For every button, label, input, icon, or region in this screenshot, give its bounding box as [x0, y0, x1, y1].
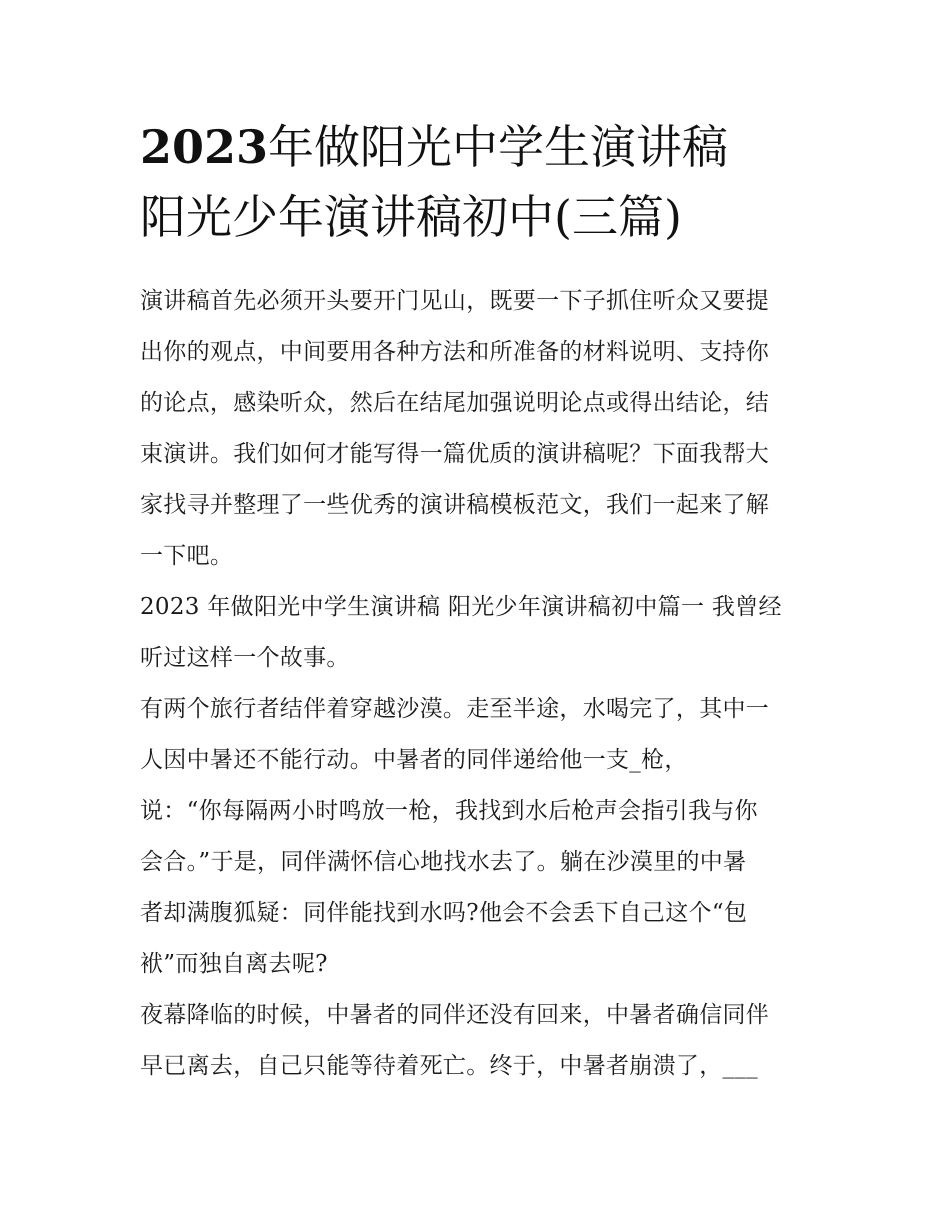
body-line: 一下吧。	[140, 543, 234, 569]
body-line: 的论点，感染听众，然后在结尾加强说明论点或得出结论，结	[140, 390, 770, 416]
body-line: 出你的观点，中间要用各种方法和所准备的材料说明、支持你	[140, 339, 770, 365]
body-line: 说：“你每隔两小时鸣放一枪，我找到水后枪声会指引我与你	[140, 798, 758, 824]
body-line: 演讲稿首先必须开头要开门见山，既要一下子抓住听众又要提	[140, 288, 770, 314]
body-line: 者却满腹狐疑：同伴能找到水吗?他会不会丢下自己这个“包	[140, 900, 748, 926]
body-line: 早已离去，自己只能等待着死亡。终于，中暑者崩溃了，___	[140, 1053, 758, 1079]
title-line-2-text: 阳光少年演讲稿初中(三篇)	[140, 190, 682, 244]
document-body	[140, 276, 820, 1092]
body-line: 袱”而独自离去呢?	[140, 951, 328, 977]
body-line: 人因中暑还不能行动。中暑者的同伴递给他一支_枪，	[140, 747, 688, 773]
title-year: 2023	[140, 120, 269, 174]
body-line: 听过这样一个故事。	[140, 645, 350, 671]
body-line: 夜幕降临的时候，中暑者的同伴还没有回来，中暑者确信同伴	[140, 1002, 770, 1028]
body-line: 会合。”于是，同伴满怀信心地找水去了。躺在沙漠里的中暑	[140, 849, 747, 875]
body-line: 束演讲。我们如何才能写得一篇优质的演讲稿呢？下面我帮大	[140, 441, 770, 467]
body-line: 有两个旅行者结伴着穿越沙漠。走至半途，水喝完了，其中一	[140, 696, 770, 722]
document-title	[140, 112, 840, 252]
title-line-1-text: 年做阳光中学生演讲稿	[268, 120, 729, 174]
body-line: 2023 年做阳光中学生演讲稿 阳光少年演讲稿初中篇一 我曾经	[140, 594, 782, 620]
body-line: 家找寻并整理了一些优秀的演讲稿模板范文，我们一起来了解	[140, 492, 770, 518]
